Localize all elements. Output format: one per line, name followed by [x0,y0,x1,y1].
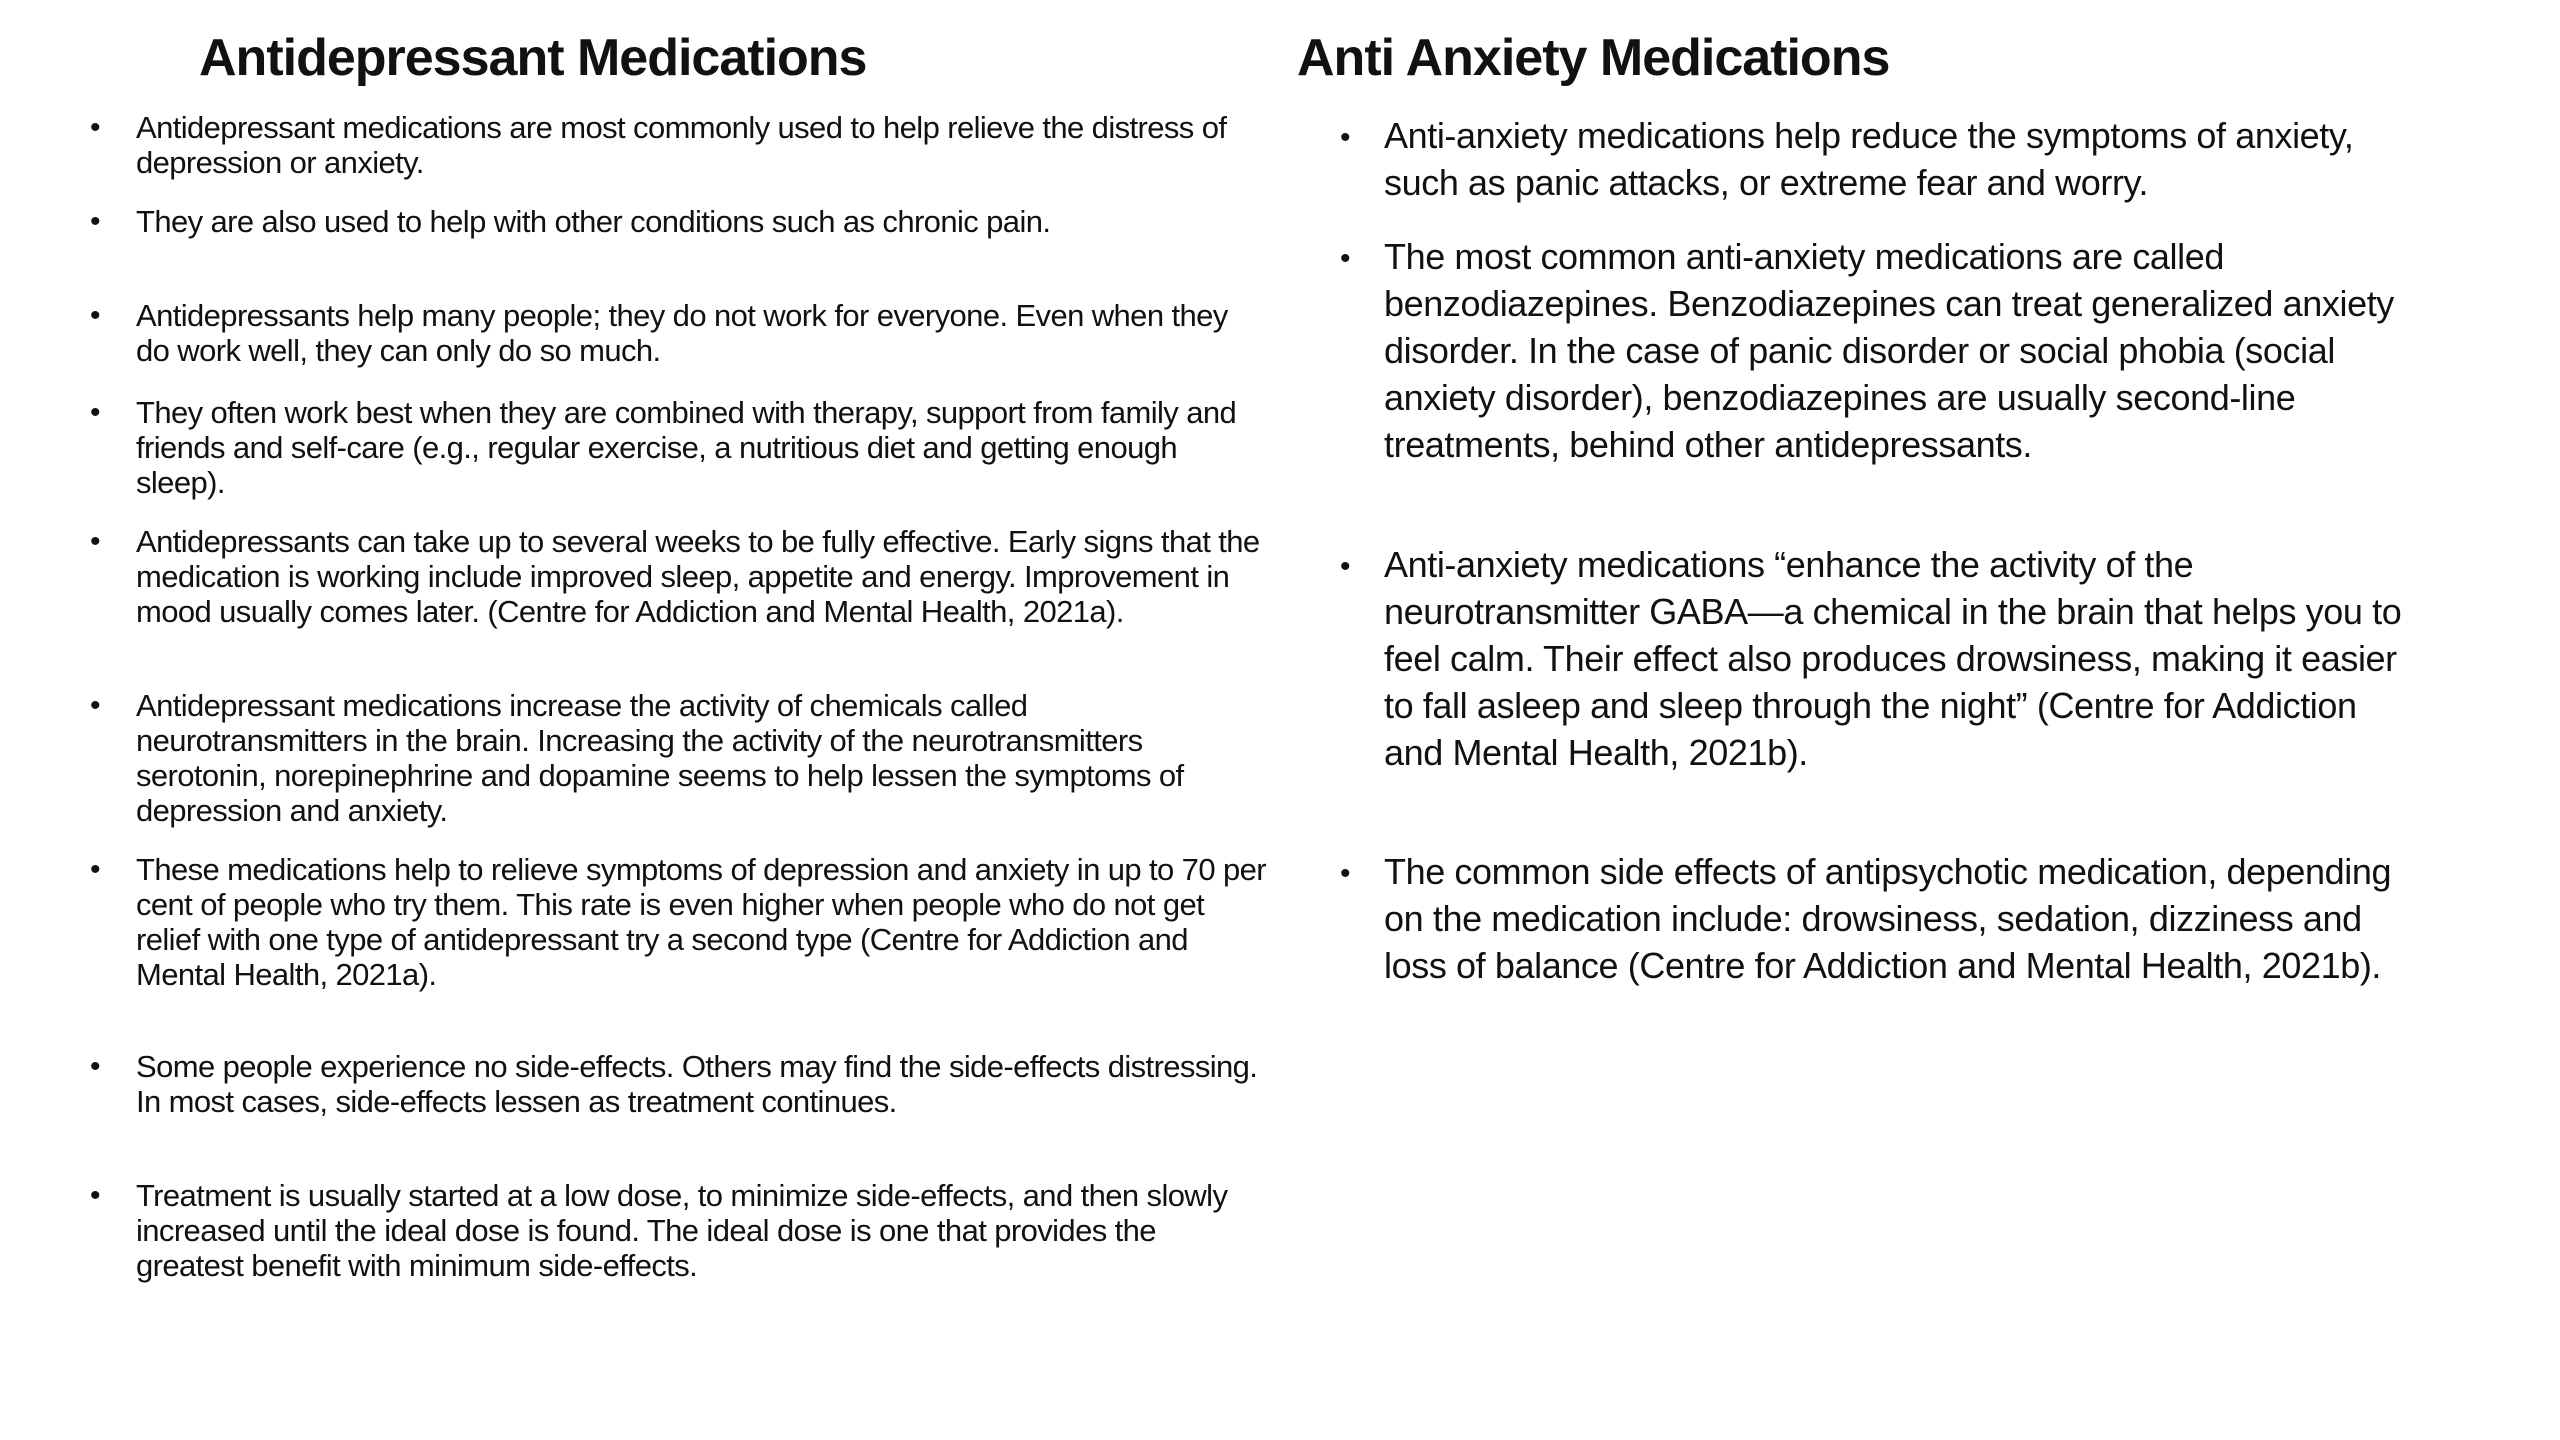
bullet-icon: • [90,111,100,144]
list-item [1340,112,2404,206]
list-item [90,204,1266,239]
bullet-icon: • [1340,857,1351,890]
list-item-text: The most common anti-anxiety medications are called benzodiazepines. Benzodiazepines can treat generalized anxiety disorder. In the case of panic disorder or social phobia (social anxiety disorder), benzodiazepines are usually second-line treatments, behind other antidepressants. [1384,236,2394,465]
list-item-text: They are also used to help with other conditions such as chronic pain. [136,204,1051,239]
bullet-icon: • [90,525,100,558]
bullet-icon: • [90,1179,100,1212]
list-item-text: Antidepressant medications increase the activity of chemicals called neurotransmitters in the brain. Increasing the activity of the neurotransmitters serotonin, norepinephrine and dopamine seems to help lessen the symptoms of depression and anxiety. [136,688,1184,828]
list-item-text: The common side effects of antipsychotic medication, depending on the medication include: drowsiness, sedation, dizziness and loss of balance (Centre for Addiction and Mental Health, 2021b). [1384,851,2392,986]
bullet-icon: • [90,689,100,722]
list-item-text: Anti-anxiety medications “enhance the activity of the neurotransmitter GABA—a chemical in the brain that helps you to feel calm. Their effect also produces drowsiness, making it easier to fall asleep and sleep through the night” (Centre for Addiction and Mental Health, 2021b). [1384,544,2402,773]
antidepressant-title: Antidepressant Medications [199,29,867,87]
list-item [90,688,1266,828]
bullet-icon: • [90,853,100,886]
list-item [90,1049,1266,1119]
bullet-icon: • [1340,550,1351,583]
bullet-icon: • [1340,121,1351,154]
bullet-icon: • [90,299,100,332]
list-item-text: Treatment is usually started at a low dose, to minimize side-effects, and then slowly increased until the ideal dose is found. The ideal dose is one that provides the greatest benefit with minimum side-effects. [136,1178,1228,1283]
bullet-icon: • [90,205,100,238]
list-item [90,298,1266,368]
list-item [1340,541,2404,776]
list-item [90,524,1266,629]
list-item-text: Antidepressants can take up to several weeks to be fully effective. Early signs that the medication is working include improved sleep, appetite and energy. Improvement in mood usually comes later. (Centre for Addiction and Mental Health, 2021a). [136,524,1260,629]
anti-anxiety-title: Anti Anxiety Medications [1297,29,1890,87]
list-item-text: These medications help to relieve symptoms of depression and anxiety in up to 70 per cent of people who try them. This rate is even higher when people who do not get relief with one type of antidepressant try a second type (Centre for Addiction and Mental Health, 2021a). [136,852,1266,992]
bullet-icon: • [90,1050,100,1083]
bullet-icon: • [1340,242,1351,275]
bullet-icon: • [90,396,100,429]
list-item [1340,848,2404,989]
list-item [90,110,1266,180]
list-item [90,852,1266,992]
list-item-text: They often work best when they are combined with therapy, support from family and friends and self-care (e.g., regular exercise, a nutritious diet and getting enough sleep). [136,395,1237,500]
list-item-text: Antidepressants help many people; they do not work for everyone. Even when they do work well, they can only do so much. [136,298,1228,368]
list-item-text: Some people experience no side-effects. Others may find the side-effects distressing. In most cases, side-effects lessen as treatment continues. [136,1049,1258,1119]
list-item-text: Anti-anxiety medications help reduce the symptoms of anxiety, such as panic attacks, or extreme fear and worry. [1384,115,2354,203]
list-item-text: Antidepressant medications are most commonly used to help relieve the distress of depression or anxiety. [136,110,1227,180]
list-item [1340,233,2404,468]
list-item [90,1178,1266,1283]
list-item [90,395,1266,500]
